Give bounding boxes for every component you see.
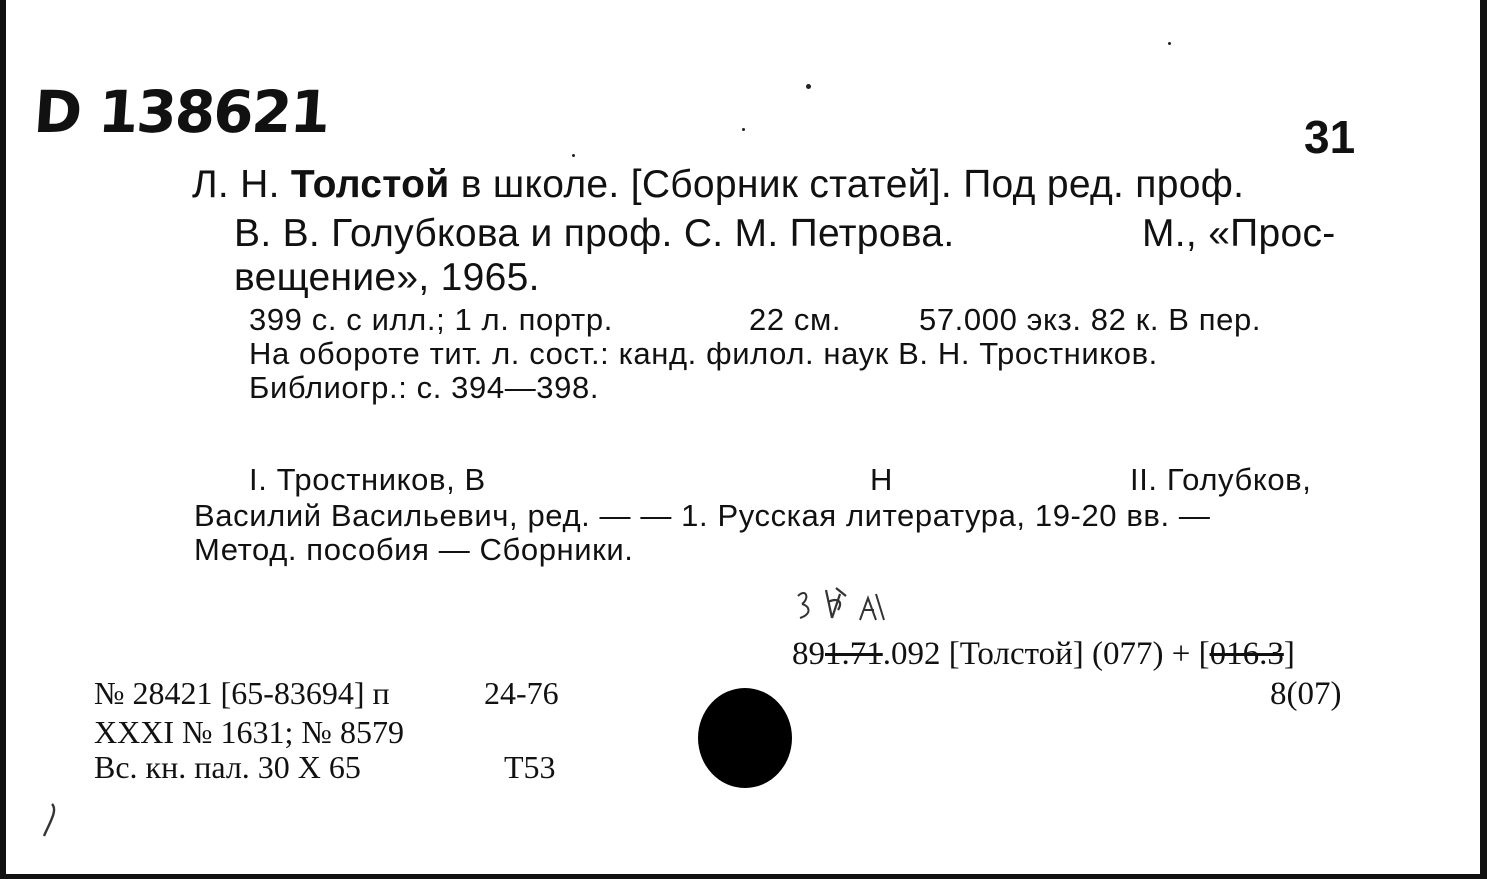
tracing-line-2: Василий Васильевич, ред. — — 1. Русская литература, 19-20 вв. — (194, 498, 1211, 533)
title-text: в школе. [Сборник статей]. Под ред. проф. (449, 163, 1245, 206)
handwritten-mark-icon (792, 584, 902, 630)
page-number: 31 (1304, 111, 1356, 163)
publisher-text: М., «Прос- (1142, 212, 1336, 255)
record-line-3-right: Т53 (504, 749, 556, 785)
author-initials: Л. Н. (192, 163, 291, 206)
classification-code-line-2: 8(07) (1270, 676, 1342, 712)
pencil-mark-icon (36, 800, 66, 840)
tracing-line-3: Метод. пособия — Сборники. (194, 532, 634, 567)
tracing-line-1-left: I. Тростников, В (249, 462, 486, 497)
punch-hole (698, 688, 792, 788)
speck (572, 154, 575, 157)
print-run: 57.000 экз. 82 к. В пер. (919, 302, 1262, 337)
compiler-note: На обороте тит. л. сост.: канд. филол. наук В. Н. Тростников. (249, 336, 1158, 371)
book-size: 22 см. (749, 302, 842, 337)
author-surname: Толстой (290, 163, 450, 206)
bibliography-note: Библиогр.: с. 394—398. (249, 370, 600, 405)
inventory-number-handwritten: D 138621 (31, 78, 331, 146)
speck (806, 84, 811, 89)
tracing-line-1-mid: Н (870, 462, 893, 497)
entry-line-2: В. В. Голубкова и проф. С. М. Петрова. (234, 212, 955, 255)
record-line-2: XXXI № 1631; № 8579 (94, 714, 404, 750)
record-line-1: № 28421 [65-83694] п (94, 675, 390, 711)
entry-line-3: вещение», 1965. (234, 256, 540, 299)
entry-line-1 (192, 163, 1244, 207)
tracing-line-1-right: II. Голубков, (1130, 462, 1312, 497)
speck (1168, 42, 1171, 45)
speck (742, 128, 745, 131)
pages-description: 399 с. с илл.; 1 л. портр. (249, 302, 613, 337)
record-line-1-right: 24-76 (484, 675, 559, 711)
classification-code: 891.71.092 [Толстой] (077) + [016.3] (792, 636, 1295, 672)
record-line-3: Вс. кн. пал. 30 X 65 (94, 749, 361, 785)
